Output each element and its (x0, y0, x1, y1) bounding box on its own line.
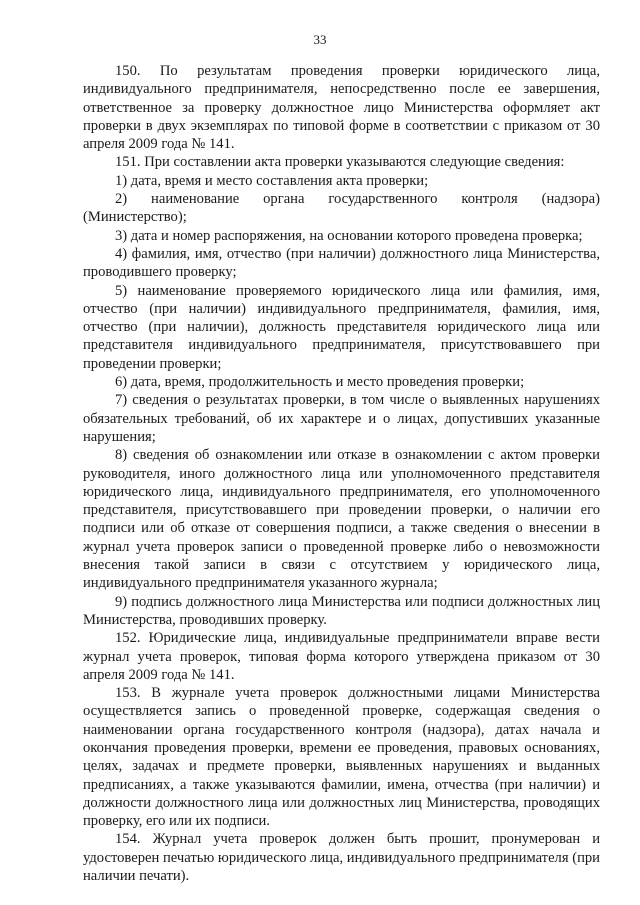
list-item-8: 8) сведения об ознакомлении или отказе в ознакомлении с актом проверки руководителя, иного должностного лица или уполномоченного представителя юридического лица, индивидуального предпринимателя, его уполномоченного представителя, присутствовавшего при проведении проверки, о наличии его подписи или об отказе от совершения подписи, а также сведения о внесении в журнал учета проверок записи о проведенной проверке либо о невозможности внесения такой записи в связи с отсутствием у юридического лица, индивидуального предпринимателя указанного журнала; (83, 447, 600, 592)
list-item-5: 5) наименование проверяемого юридического лица или фамилия, имя, отчество (при наличии) индивидуального предпринимателя, фамилия, имя, отчество (при наличии), должность представителя юридического лица или представителя индивидуального предпринимателя, присутствовавшего при проведении проверки; (83, 282, 600, 372)
list-item-3: 3) дата и номер распоряжения, на основании которого проведена проверка; (115, 227, 583, 244)
list-item-4: 4) фамилия, имя, отчество (при наличии) должностного лица Министерства, проводившего проверку; (83, 245, 600, 281)
paragraph-152: 152. Юридические лица, индивидуальные предприниматели вправе вести журнал учета проверок, типовая форма которого утверждена приказом от 30 апреля 2009 года № 141. (83, 630, 600, 683)
list-item-2: 2) наименование органа государственного контроля (надзора) (Министерство); (83, 191, 600, 226)
list-item-1: 1) дата, время и место составления акта проверки; (115, 172, 429, 189)
list-item-7: 7) сведения о результатах проверки, в том числе о выявленных нарушениях обязательных требований, об их характере и о лицах, допустивших указанные нарушения; (83, 392, 600, 445)
paragraph-150: 150. По результатам проведения проверки юридического лица, индивидуального предпринимателя, непосредственно после ее завершения, ответственное за проверку должностное лицо Министерства оформляет акт проверки в двух экземплярах по типовой форме в соответствии с приказом от 30 апреля 2009 года № 141. (83, 63, 600, 153)
paragraph-154: 154. Журнал учета проверок должен быть прошит, пронумерован и удостоверен печатью юридического лица, индивидуального предпринимателя (при наличии печати). (83, 831, 600, 885)
list-item-6: 6) дата, время, продолжительность и место проведения проверки; (115, 374, 525, 391)
page-number: 33 (313, 32, 327, 47)
list-item-9: 9) подпись должностного лица Министерства или подписи должностных лиц Министерства, проводивших проверку. (83, 593, 600, 628)
paragraph-151: 151. При составлении акта проверки указываются следующие сведения: (115, 154, 565, 171)
document-body (83, 62, 600, 885)
paragraph-153: 153. В журнале учета проверок должностными лицами Министерства осуществляется запись о проведенной проверке, содержащая сведения о наименовании органа государственного контроля (надзора), датах начала и окончания проведения проверки, времени ее проведения, правовых основаниях, целях, задачах и предмете проверки, выявленных нарушениях и выданных предписаниях, а также указываются фамилии, имена, отчества (при наличии) и должности должностного лица или должностных лиц Министерства, проводящих проверку, его или их подписи. (83, 685, 600, 830)
